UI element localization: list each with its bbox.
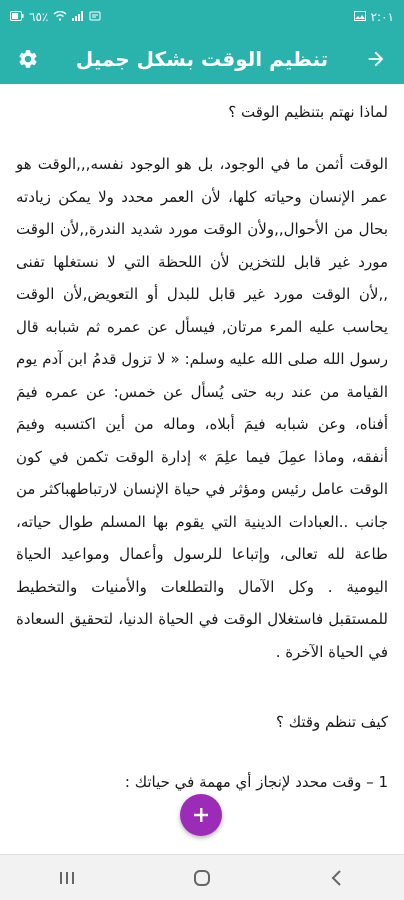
home-button[interactable] bbox=[182, 858, 222, 898]
section-question: كيف تنظم وقتك ؟ bbox=[275, 713, 388, 731]
chevron-left-icon bbox=[330, 869, 344, 887]
signal-icon bbox=[72, 11, 84, 23]
home-icon bbox=[193, 869, 211, 887]
article-question: لماذا نهتم بتنظيم الوقت ؟ bbox=[228, 103, 388, 121]
notification-icon bbox=[89, 11, 101, 23]
article-body: الوقت أثمن ما في الوجود، بل هو الوجود نفسه,,,الوقت هو عمر الإنسان وحياته كلها، لأن العمر محدد ولا يمكن زيادته بحال من الأحوال,,ولأن الوقت مورد شديد الندرة,,لأن الوقت مورد غير قابل للتخزين لأن اللحظة التي لا نستغلها تفنى ,,لأن الوقت مورد غير قابل للبدل أو التعويض,لأن الوقت يحاسب عليه المرء مرتان, فيسأل عن عمره ثم شبابه قال رسول الله صلى الله عليه وسلم: « لا تزول قدمُ ابن آدم يوم القيامة من عند ربه حتى يُسأل عن خمس: عن عمره فيمَ أفناه، وعن شبابه فيمَ أبلاه، وماله من أين اكتسبه وفيمَ أنفقه، وماذا عمِلَ فيما علِمَ » إدارة الوقت تكمن في كون الوقت عامل رئيس ومؤثر في حياة الإنسان لارتباطهباكثر من جانب ..العبادات الدينية التي يقوم بها المسلم طوال حياته، طاعة لله تعالى، وإتباعا للرسول وأعمال ومواعيد الحياة اليومية . وكل الآمال والتطلعات والأمنيات والتخطيط للمستقبل فاستغلال الوقت في الحياة الدنيا، لتحقيق السعادة في الحياة الآخرة . bbox=[16, 155, 388, 661]
plus-icon bbox=[192, 806, 210, 824]
status-time: ٢:٠١ bbox=[370, 10, 394, 24]
app-bar bbox=[0, 34, 404, 84]
back-button[interactable] bbox=[317, 858, 357, 898]
recents-icon bbox=[58, 870, 76, 886]
battery-icon bbox=[10, 11, 24, 23]
status-right-cluster bbox=[354, 10, 394, 24]
list-item: 1 – وقت محدد لإنجاز أي مهمة في حياتك : bbox=[124, 773, 388, 791]
arrow-back-icon[interactable] bbox=[362, 45, 390, 73]
battery-percent: ٦٥٪ bbox=[29, 10, 49, 24]
gear-icon[interactable] bbox=[14, 45, 42, 73]
system-nav-bar bbox=[0, 854, 404, 900]
recents-button[interactable] bbox=[47, 858, 87, 898]
wifi-icon bbox=[53, 11, 67, 23]
article-content[interactable] bbox=[0, 84, 404, 854]
status-bar bbox=[0, 0, 404, 34]
add-fab-button[interactable] bbox=[180, 794, 222, 836]
page-title: تنظيم الوقت بشكل جميل bbox=[75, 47, 329, 71]
image-icon bbox=[354, 11, 366, 23]
status-left-cluster bbox=[10, 10, 101, 24]
